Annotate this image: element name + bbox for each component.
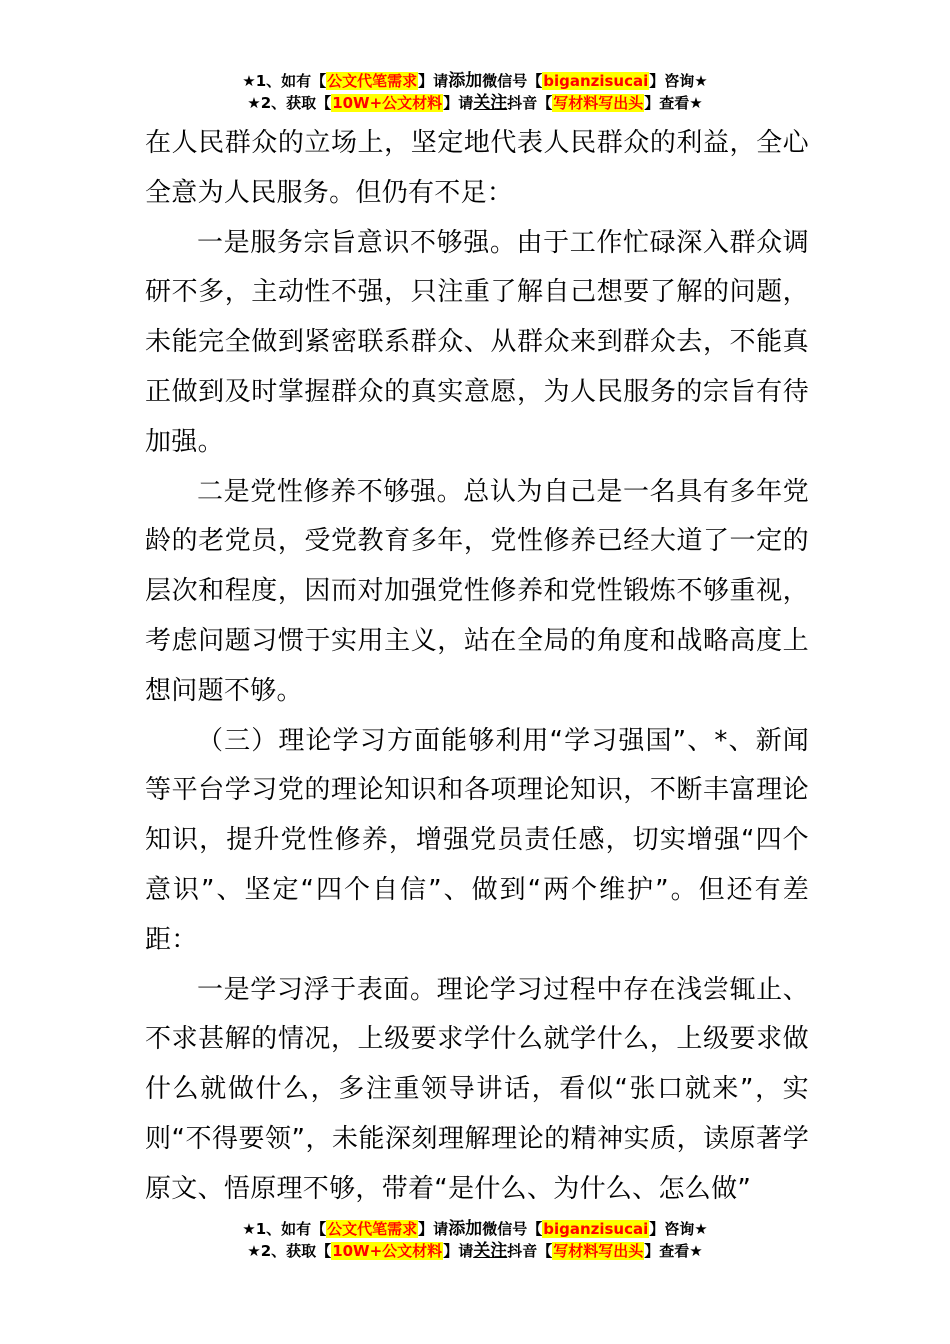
promo-line-1: ★1、如有【公文代笔需求】请添加微信号【biganzisucai】咨询★	[242, 71, 708, 91]
paragraph: 一是服务宗旨意识不够强。由于工作忙碌深入群众调研不多，主动性不强，只注重了解自己想要了解的问题，未能完全做到紧密联系群众、从群众来到群众去，不能真正做到及时掌握群众的真实意愿，为人民服务的宗旨有待加强。	[145, 227, 809, 457]
promo-wechat-id: biganzisucai	[543, 72, 649, 90]
promo-wechat-id: biganzisucai	[543, 1220, 649, 1238]
paragraph-continuation: 在人民群众的立场上，坚定地代表人民群众的利益，全心全意为人民服务。但仍有不足：	[145, 128, 809, 208]
promo-highlight: 公文代笔需求	[327, 1220, 418, 1238]
paragraph: 二是党性修养不够强。总认为自己是一名具有多年党龄的老党员，受党教育多年，党性修养已经大道了一定的层次和程度，因而对加强党性修养和党性锻炼不够重视，考虑问题习惯于实用主义，站在全局的角度和战略高度上想问题不够。	[145, 476, 809, 706]
promo-douyin-id: 写材料写出头	[553, 1242, 644, 1260]
promo-douyin-id: 写材料写出头	[553, 94, 644, 112]
promo-line-2: ★2、获取【10W+公文材料】请关注抖音【写材料写出头】查看★	[247, 93, 703, 113]
header-promo-banner	[0, 70, 950, 114]
promo-highlight: 10W+公文材料	[332, 94, 443, 112]
promo-line-2: ★2、获取【10W+公文材料】请关注抖音【写材料写出头】查看★	[247, 1241, 703, 1261]
promo-highlight: 公文代笔需求	[327, 72, 418, 90]
paragraph: （三）理论学习方面能够利用“学习强国”、*、新闻等平台学习党的理论知识和各项理论知识，不断丰富理论知识，提升党性修养，增强党员责任感，切实增强“四个意识”、坚定“四个自信”、做到“两个维护”。但还有差距：	[145, 725, 809, 955]
document-body	[145, 119, 809, 1215]
promo-line-1: ★1、如有【公文代笔需求】请添加微信号【biganzisucai】咨询★	[242, 1219, 708, 1239]
footer-promo-banner	[0, 1218, 950, 1262]
paragraph: 一是学习浮于表面。理论学习过程中存在浅尝辄止、不求甚解的情况，上级要求学什么就学什么，上级要求做什么就做什么，多注重领导讲话，看似“张口就来”，实则“不得要领”，未能深刻理解理论的精神实质，读原著学原文、悟原理不够，带着“是什么、为什么、怎么做”	[145, 974, 809, 1204]
promo-highlight: 10W+公文材料	[332, 1242, 443, 1260]
